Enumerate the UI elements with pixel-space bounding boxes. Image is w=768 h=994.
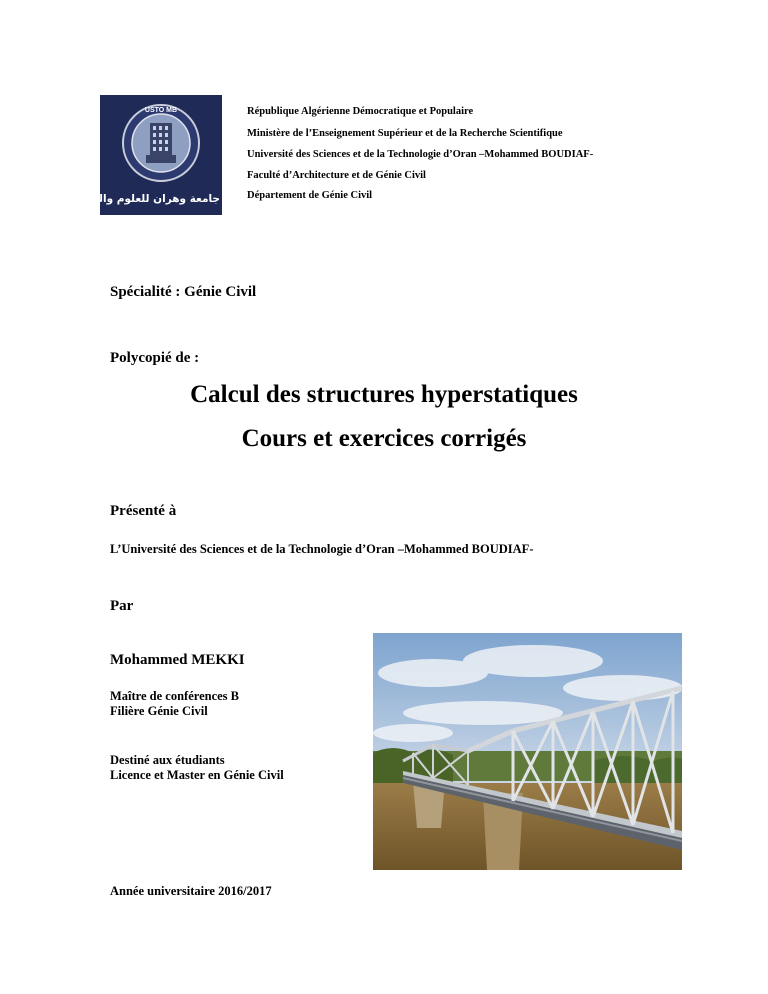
audience-line2: Licence et Master en Génie Civil [110, 768, 284, 782]
polycopie-label: Polycopié de : [110, 350, 200, 366]
by-label: Par [110, 598, 134, 614]
presented-to: L’Université des Sciences et de la Technologie d’Oran –Mohammed BOUDIAF- [110, 542, 534, 556]
logo-arabic-text: جامعة وهران للعلوم والتكنولوجيا [51, 193, 220, 205]
header-line-university: Université des Sciences et de la Technologie d’Oran –Mohammed BOUDIAF- [247, 149, 594, 160]
header-line-faculty: Faculté d’Architecture et de Génie Civil [247, 170, 426, 181]
author-name: Mohammed MEKKI [110, 652, 245, 668]
bridge-photo [373, 633, 682, 870]
academic-year: Année universitaire 2016/2017 [110, 884, 272, 898]
svg-text:USTO MB: USTO MB [144, 107, 178, 114]
author-role-line1: Maître de conférences B [110, 689, 240, 703]
author-role-line2: Filière Génie Civil [110, 704, 208, 718]
university-logo [51, 95, 222, 215]
truss-bridge-image [373, 633, 682, 870]
presented-label: Présenté à [110, 503, 177, 519]
audience-line1: Destiné aux étudiants [110, 753, 225, 767]
document-title-line1: Calcul des structures hyperstatiques [190, 381, 578, 408]
header-line-department: Département de Génie Civil [247, 190, 373, 201]
header-line-ministry: Ministère de l’Enseignement Supérieur et de la Recherche Scientifique [247, 128, 563, 139]
speciality: Spécialité : Génie Civil [110, 284, 257, 300]
document-title-line2: Cours et exercices corrigés [241, 425, 527, 452]
header-line-republic: République Algérienne Démocratique et Populaire [247, 106, 474, 117]
